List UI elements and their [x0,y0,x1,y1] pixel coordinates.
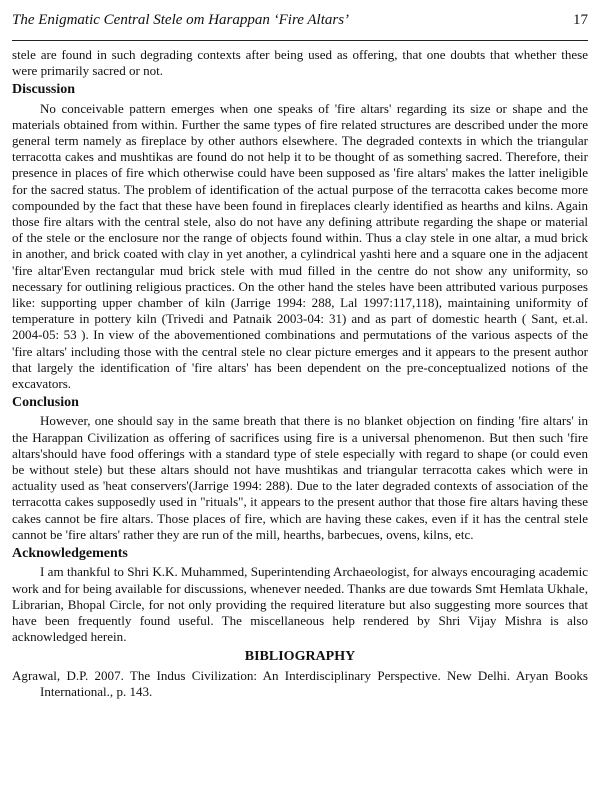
running-title: The Enigmatic Central Stele om Harappan ‘Fire Altars’ [12,12,350,28]
page-number: 17 [573,12,588,28]
intro-paragraph: stele are found in such degrading contexts after being used as offering, that one doubts that whether these were primarily sacred or not. [12,47,588,79]
header-rule [12,40,588,41]
page-header [12,12,588,36]
acknowledgements-heading: Acknowledgements [12,546,128,562]
bibliography-heading: BIBLIOGRAPHY [244,649,356,665]
discussion-heading: Discussion [12,82,76,98]
page-body [12,47,588,795]
conclusion-heading: Conclusion [12,395,79,411]
conclusion-paragraph: However, one should say in the same breath that there is no blanket objection on finding 'fire altars' in the Harappan Civilization as offering of sacrifices using fire is a universal phenomenon. But then such 'fire altars'should have food offerings with a standard type of stele especially with regard to shape (or could even be without stele) but these altars should not have mushtikas and triangular terracotta cakes which were in actuality used as 'heat conservers'(Jarrige 1994: 288). Due to the later degraded contexts of association of the terracotta cakes supposedly used in "rituals", it appears to the present author that those fire altars having these cakes cannot be fire altars. Those places of fire, which are having these cakes, even if it has the central stele cannot be 'fire altars' rather they are run of the mill, hearths, barbecues, ovens, kilns, etc. [12,413,588,542]
bibliography-entry: Agrawal, D.P. 2007. The Indus Civilization: An Interdisciplinary Perspective. New Delhi. Aryan Books International., p. 143. [12,667,588,699]
acknowledgements-paragraph: I am thankful to Shri K.K. Muhammed, Superintending Archaeologist, for always encouraging academic work and for being available for discussions, whenever needed. Thanks are due towards Smt Hemlata Ukhale, Librarian, Bhopal Circle, for not only providing the required literature but also suggesting more sources that have been frequently found useful. The miscellaneous help rendered by Shri Vijay Mishra is also acknowledged herein. [12,564,588,645]
discussion-paragraph: No conceivable pattern emerges when one speaks of 'fire altars' regarding its size or shape and the materials obtained from within. Further the same types of fire related structures are described under the more general term namely as fireplace by other authors elsewhere. The degraded contexts in which the triangular terracotta cakes and mushtikas are found do not help it to be thought of as something sacred. Therefore, their presence in places of fire which otherwise could have been supposed as 'fire altars' makes the latter ineligible for the sacred status. The problem of identification of the actual purpose of the terracotta cakes become more compounded by the fact that these have been found in fireplaces clearly identified as hearths and kilns. Again those fire altars with the central stele, also do not have any defining attribute regarding the shape or material of the stele or the enclosure nor the range of objects found within. Thus a clay stele in one altar, a mud brick in another, and brick coated with clay in yet another, a cylindrical yashti here and a square one in the adjacent 'fire altar'Even rectangular mud brick stele with mud filled in the centre do not show any uniformity, so necessary for outlining religious practices. On the other hand the steles have been attributed various purposes like: supporting upper chamber of kiln (Jarrige 1994: 288, Lal 1997:117,118), maintaining uniformity of temperature in pottery kiln (Trivedi and Patnaik 2003-04: 31) and as part of domestic hearth ( Sant, et.al. 2004-05: 53 ). In view of the abovementioned combinations and permutations of the various aspects of the 'fire altars' including those with the central stele no clear picture emerges and it appears to the present author that largely the identification of 'fire altars' has been dependent on the pre-conceptualized notions of the excavators. [12,100,588,392]
